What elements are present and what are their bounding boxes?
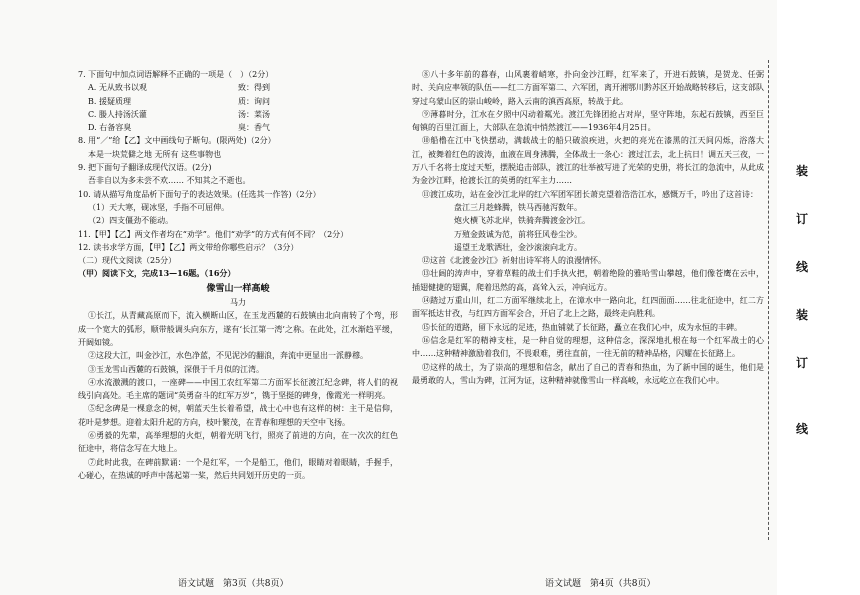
- poem: [412, 201, 764, 254]
- q7-options: [78, 81, 398, 134]
- q8-sentence: 本是一块荒僻之地 无所有 这些事物也: [88, 149, 222, 159]
- q7-option-d-note: 臭：香气: [238, 123, 270, 133]
- paragraph: ⑮长征的道路，留下永远的足迹，热血铺就了长征路，矗立在我们心中，成为永恒的丰碑。: [422, 322, 742, 332]
- question-11: 11.【甲】【乙】两文作者均在“劝学”。他们“劝学”的方式有何不同？（2分）: [78, 229, 349, 239]
- q7-option-c: C. 媵人持汤沃灌: [88, 109, 147, 119]
- article-title: 像雪山一样高峻: [206, 283, 270, 294]
- paragraph: ⑬壮阔的涛声中，穿着草鞋的战士们手执火把，朝着绝险的雅哈雪山攀越，他们像苍鹰在云中，插翅健捷的翅翼，爬着迅然的高，高耸入云，冲向远方。: [412, 269, 764, 292]
- right-page-footer: 语文试题 第4页（共8页）: [545, 579, 656, 589]
- question-8: 8. 用“／”给【乙】文中画线句子断句。(限两处)（2分）: [78, 136, 276, 146]
- binding-label: 订: [796, 212, 809, 226]
- poem-line: 万殖金鼓诚为范，前将狂风卷尘沙。: [454, 229, 582, 239]
- left-page-footer: 语文试题 第3页（共8页）: [178, 579, 289, 589]
- paragraph: ⑫这首《北渡金沙江》祈射出诗军将人的浪漫情怀。: [422, 256, 606, 266]
- binding-label: 装: [796, 164, 809, 178]
- question-10: 10. 请从描写角度品析下面句子的表达效果。(任选其一作答)（2分）: [78, 189, 321, 199]
- poem-line: 盘江三月趁蜂腾，铁马西驰泻数年。: [454, 202, 582, 212]
- binding-label: 线: [796, 260, 809, 274]
- left-column: [78, 68, 398, 482]
- binding-label: 线: [796, 422, 809, 436]
- q7-option-a-note: 致：得到: [238, 83, 270, 93]
- paragraph: ⑧八十多年前的暮春，山风裹着峭寒，扑向金沙江畔，红军来了，开进石鼓镇，是贺龙、任弼时、关向应率领的队伍——红二方面军第二、六军团，离开湘鄂川黔苏区开始战略转移后，这支部队穿过乌蒙山区的崇山峻岭，路入云南的滇西高原，转战于此。: [412, 70, 764, 106]
- subsection-heading: （甲）阅读下文，完成13—16题。（16分）: [78, 268, 236, 279]
- binding-label: 订: [796, 356, 809, 370]
- section-heading: （二）现代文阅读（25分）: [78, 256, 177, 266]
- poem-line: 炮火横飞苏北岸，铁骑奔腾渡金沙江。: [454, 216, 590, 226]
- paragraph: ①长江，从青藏高原而下，流入横断山区，在玉龙西麓的石鼓镇由北向南转了个弯，形成一个宽大的弧形，顺带般调头向东方，遂有‘长江第一湾’之称。在此处，江水渐趋平缓，开阔如镜。: [78, 311, 398, 347]
- right-column: [412, 68, 764, 387]
- article-author: 马力: [230, 298, 246, 308]
- question-7: 7. 下面句中加点词语解释不正确的一项是（ ）（2分）: [78, 70, 274, 79]
- binding-dashed-line: [768, 60, 769, 540]
- q7-option-b: B. 援疑质理: [88, 96, 131, 106]
- paragraph: ④水流激溅的渡口，一座碑——中国工农红军第二方面军长征渡江纪念碑，将人们的视线引向高处。毛主席的题词“英勇奋斗的红军万岁”，镌于坚挺的碑身，像霞光一样明亮。: [78, 377, 398, 401]
- q10-item-2: （2）四支僵劲不能动。: [88, 216, 174, 226]
- q7-option-a: A. 无从致书以观: [88, 83, 147, 93]
- paragraph: ⑩船橹在江中飞快摆动，满载战士的船只破浪疾进，火把的亮光在漆黑的江天间闪烁，浴落大江，被舞着红色的波涛，血液在周身沸腾，全体战士一条心：渡过江去，北上抗日！调五天三夜，一万八千名将士度过天堑，摆脱追击部队，渡江的壮举被写进了光荣的史册，将长江的急流中，从此成为金沙江畔，抢渡长江的英勇的红军主力……: [412, 136, 764, 186]
- paragraph: ⑥勇毅的先辈，高举理想的火炬，朝着光明飞行，照亮了前进的方向，在一次次的红色征途中，将信念写在大地上。: [78, 431, 398, 454]
- paragraph: ⑭踏过万重山川，红二方面军继续北上，在漳水中一路向北，红四面面……往北征途中，红二方面军抵达甘孜，与红四方面军会合，开启了北上之路，最终走向胜利。: [412, 296, 764, 319]
- paragraph: ⑰这样的战士，为了崇高的理想和信念，献出了自己的青春和热血，为了新中国的诞生，他们是最勇敢的人，雪山为碑，江河为证，这种精神就像雪山一样高峻，永远屹立在我们心中。: [412, 362, 764, 385]
- paragraph: ③玉龙雪山西麓的石鼓镇，深偎于千月似的江湾。: [88, 364, 264, 374]
- paragraph: ②这段大江，叫金沙江，水色净蓝，不见泥沙的翻浪，奔流中更显出一派静穆。: [88, 351, 368, 361]
- question-9: 9. 把下面句子翻译成现代汉语。(2分): [78, 163, 212, 173]
- q7-option-d: D. 右备容臭: [88, 123, 132, 133]
- q7-option-b-note: 质：询问: [238, 96, 270, 106]
- paragraph: ⑨薄暮时分，江水在夕照中闪动着粼光。渡江先锋团抢占对岸，坚守阵地，东起石鼓镇，西至巨甸镇的百里江面上，大部队在急流中悄然渡江——1936年4月25日。: [412, 109, 764, 133]
- binding-label: 装: [796, 308, 809, 322]
- paragraph: ⑦此时此我，在碑前默诵：一个是红军，一个是船工，他们，眼睛对着眼睛，手握手，心碰心，在热诚的呼声中荡起第一桨，然后共同划开历史的一页。: [78, 457, 398, 480]
- paragraph: ⑪渡江成功，站在金沙江北岸的红六军团军团长萧克望着浩浩江水，感慨万千，吟出了这首诗：: [422, 189, 758, 199]
- paragraph: ⑤纪念碑是一棵意念的树，朝蓝天生长着希望，战士心中也有这样的树：主干是信仰，花叶是梦想。迎着太阳升起的方向，枝叶繁茂，在青春和理想的天空中飞扬。: [78, 404, 398, 427]
- q9-sentence: 吾非自以为多未尝不欢…… 不知其之不逝也。: [88, 176, 251, 186]
- q7-option-c-note: 汤：菜汤: [238, 109, 270, 119]
- q10-item-1: （1）天大寒，砚冰坚，手指不可屈伸。: [88, 202, 230, 212]
- poem-line: 遥望王龙歌洒壮，金沙滚滚向北方。: [454, 242, 582, 252]
- paragraph: ⑯信念是红军的精神支柱，是一种自觉的理想，这种信念，深深地扎根在每一个红军战士的心中……这种精神激励着我们，不畏艰难，勇往直前，一往无前的精神品格，闪耀在长征路上。: [412, 335, 764, 359]
- question-12: 12. 读书求学方面，【甲】【乙】两文带给你哪些启示？（3分）: [78, 242, 299, 252]
